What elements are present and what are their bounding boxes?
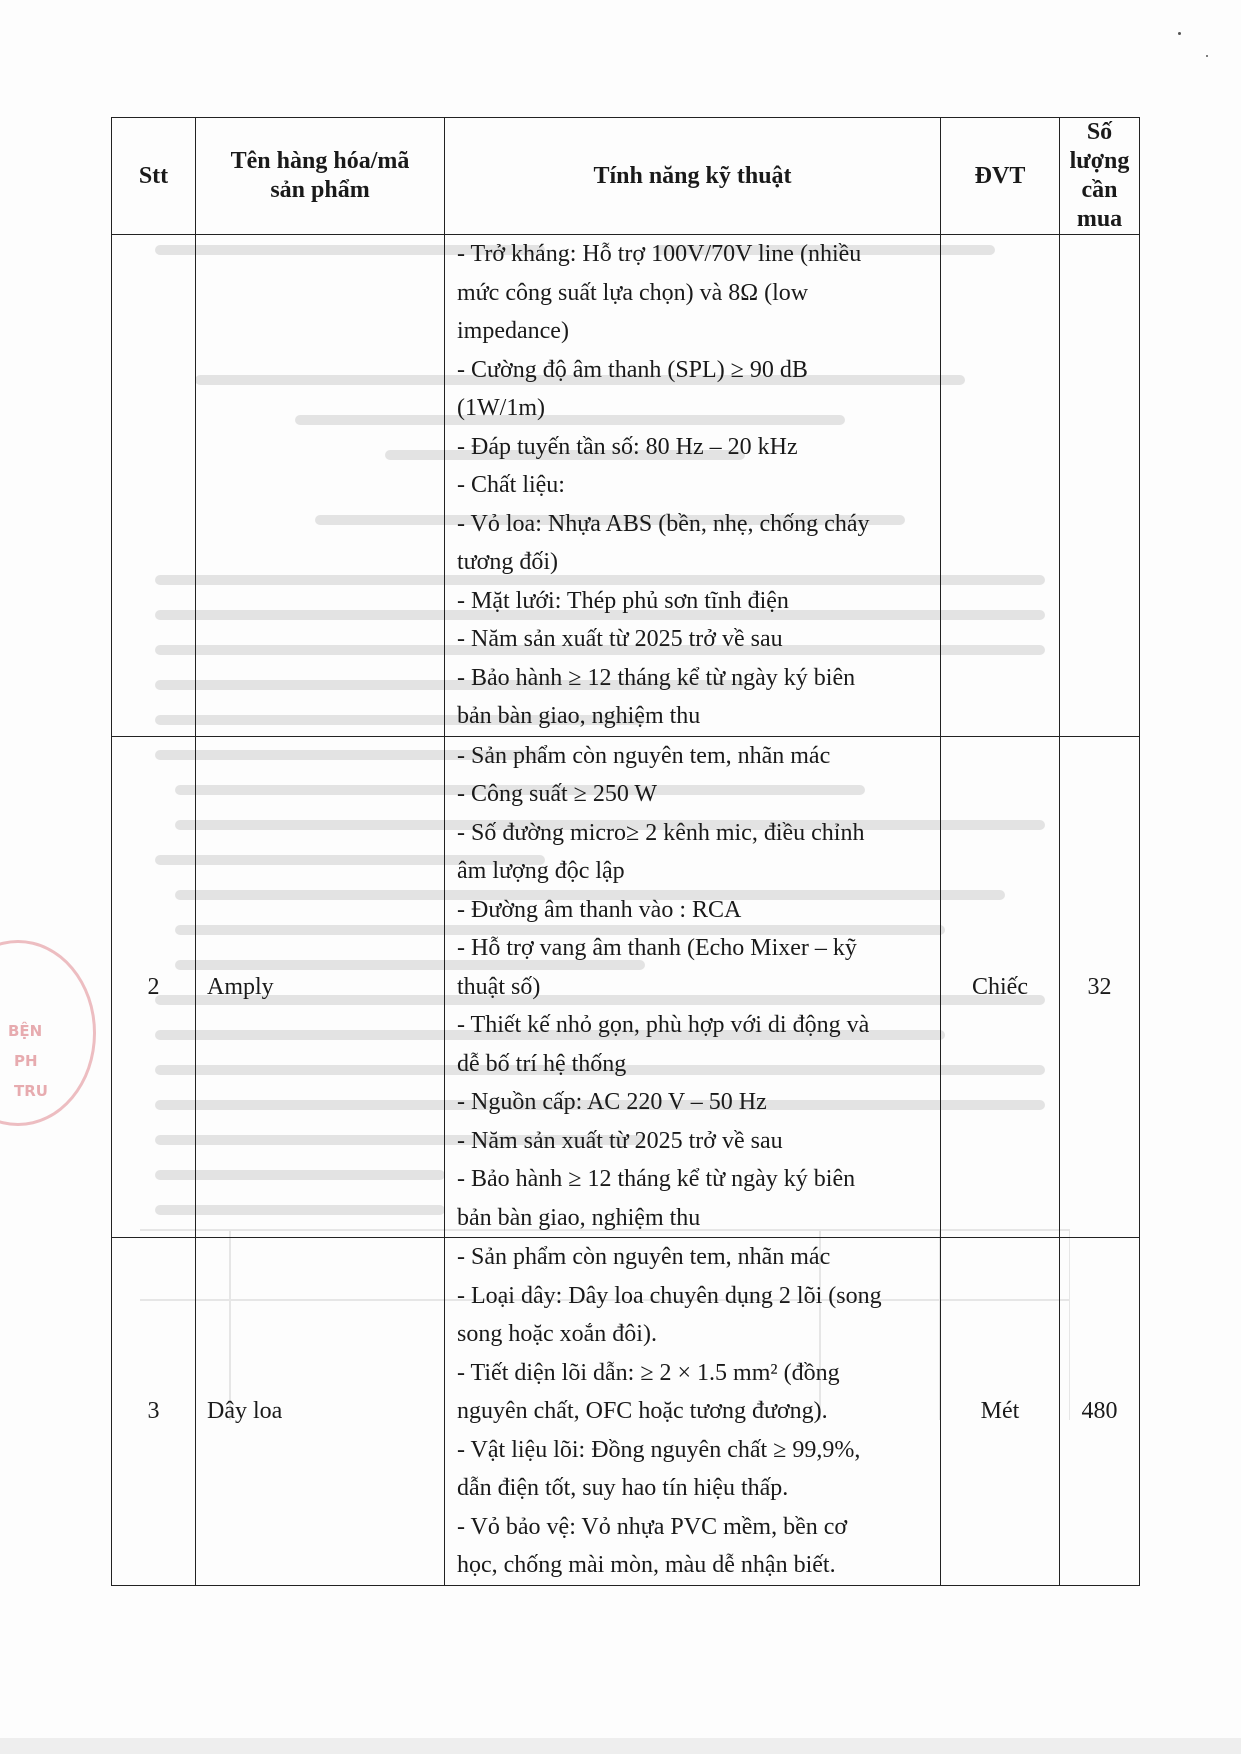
feature-line: học, chống mài mòn, màu dễ nhận biết. bbox=[457, 1552, 836, 1578]
cell-stt: 2 bbox=[112, 736, 196, 1238]
feature-line: thuật số) bbox=[457, 973, 541, 1000]
header-product-name-line: Tên hàng hóa/mã bbox=[230, 148, 410, 174]
feature-line: - Hỗ trợ vang âm thanh (Echo Mixer – kỹ bbox=[457, 935, 857, 961]
feature-line: dẫn điện tốt, suy hao tín hiệu thấp. bbox=[457, 1475, 789, 1501]
cell-stt: 3 bbox=[112, 1238, 196, 1586]
feature-line: impedance) bbox=[457, 318, 569, 344]
table-row bbox=[112, 1238, 1140, 1586]
header-quantity bbox=[1060, 118, 1140, 235]
feature-line: (1W/1m) bbox=[457, 395, 545, 421]
feature-line: - Bảo hành ≥ 12 tháng kể từ ngày ký biên bbox=[457, 1166, 856, 1192]
scan-speck bbox=[1206, 55, 1208, 57]
feature-line: âm lượng độc lập bbox=[457, 858, 625, 884]
feature-line: - Sản phẩm còn nguyên tem, nhãn mác bbox=[457, 1244, 831, 1270]
header-quantity-line: cần mua bbox=[1076, 177, 1123, 232]
feature-line: - Bảo hành ≥ 12 tháng kể từ ngày ký biên bbox=[457, 664, 856, 691]
feature-line: nguyên chất, OFC hoặc tương đương). bbox=[457, 1398, 828, 1424]
feature-line: - Tiết diện lõi dẫn: ≥ 2 × 1.5 mm² (đồng bbox=[457, 1359, 840, 1386]
stamp-fragment: BỆN bbox=[8, 1022, 43, 1040]
table-row bbox=[112, 235, 1140, 737]
header-features: Tính năng kỹ thuật bbox=[445, 118, 941, 235]
cell-product-name: Dây loa bbox=[196, 1238, 445, 1586]
feature-line: - Vỏ loa: Nhựa ABS (bền, nhẹ, chống cháy bbox=[457, 510, 870, 537]
feature-line: - Vỏ bảo vệ: Vỏ nhựa PVC mềm, bền cơ bbox=[457, 1513, 848, 1540]
feature-line: - Năm sản xuất từ 2025 trở về sau bbox=[457, 1127, 783, 1154]
header-stt: Stt bbox=[112, 118, 196, 235]
feature-line: - Nguồn cấp: AC 220 V – 50 Hz bbox=[457, 1089, 767, 1115]
feature-line: - Chất liệu: bbox=[457, 472, 565, 498]
header-quantity-line: Số lượng bbox=[1069, 119, 1130, 174]
cell-features bbox=[445, 736, 941, 1238]
feature-line: - Thiết kế nhỏ gọn, phù hợp với di động và bbox=[457, 1012, 870, 1038]
stamp-fragment: PH bbox=[14, 1052, 38, 1070]
feature-line: - Mặt lưới: Thép phủ sơn tĩnh điện bbox=[457, 587, 789, 614]
cell-quantity bbox=[1060, 235, 1140, 737]
feature-line: bản bàn giao, nghiệm thu bbox=[457, 1204, 701, 1231]
feature-line: - Loại dây: Dây loa chuyên dụng 2 lõi (song bbox=[457, 1282, 882, 1309]
feature-line: - Năm sản xuất từ 2025 trở về sau bbox=[457, 626, 783, 652]
scan-speck bbox=[1178, 32, 1181, 35]
cell-quantity: 32 bbox=[1060, 736, 1140, 1238]
cell-features bbox=[445, 235, 941, 737]
cell-product-name: Amply bbox=[196, 736, 445, 1238]
feature-line: - Trở kháng: Hỗ trợ 100V/70V line (nhiều bbox=[457, 241, 862, 267]
header-unit: ĐVT bbox=[941, 118, 1060, 235]
header-product-name-line: sản phẩm bbox=[270, 177, 370, 203]
feature-line: song hoặc xoắn đôi). bbox=[457, 1321, 657, 1347]
feature-line: mức công suất lựa chọn) và 8Ω (low bbox=[457, 279, 809, 306]
stamp-fragment: TRU bbox=[14, 1082, 48, 1100]
feature-line: - Cường độ âm thanh (SPL) ≥ 90 dB bbox=[457, 356, 808, 383]
feature-line: tương đối) bbox=[457, 549, 559, 575]
cell-unit: Mét bbox=[941, 1238, 1060, 1586]
cell-unit: Chiếc bbox=[941, 736, 1060, 1238]
feature-line: dễ bố trí hệ thống bbox=[457, 1050, 627, 1077]
header-product-name bbox=[196, 118, 445, 235]
cell-product-name bbox=[196, 235, 445, 737]
feature-line: - Đáp tuyến tần số: 80 Hz – 20 kHz bbox=[457, 433, 798, 460]
feature-line: - Đường âm thanh vào : RCA bbox=[457, 896, 742, 923]
table-header-row bbox=[112, 118, 1140, 235]
feature-line: - Công suất ≥ 250 W bbox=[457, 781, 658, 807]
feature-line: - Vật liệu lõi: Đồng nguyên chất ≥ 99,9%, bbox=[457, 1436, 861, 1463]
feature-line: - Sản phẩm còn nguyên tem, nhãn mác bbox=[457, 742, 831, 769]
scan-bottom-edge bbox=[0, 1738, 1241, 1754]
table-row bbox=[112, 736, 1140, 1238]
cell-stt bbox=[112, 235, 196, 737]
specification-table bbox=[111, 117, 1140, 1586]
cell-quantity: 480 bbox=[1060, 1238, 1140, 1586]
cell-unit bbox=[941, 235, 1060, 737]
feature-line: - Số đường micro≥ 2 kênh mic, điều chỉnh bbox=[457, 819, 865, 846]
cell-features bbox=[445, 1238, 941, 1586]
feature-line: bản bàn giao, nghiệm thu bbox=[457, 703, 701, 729]
